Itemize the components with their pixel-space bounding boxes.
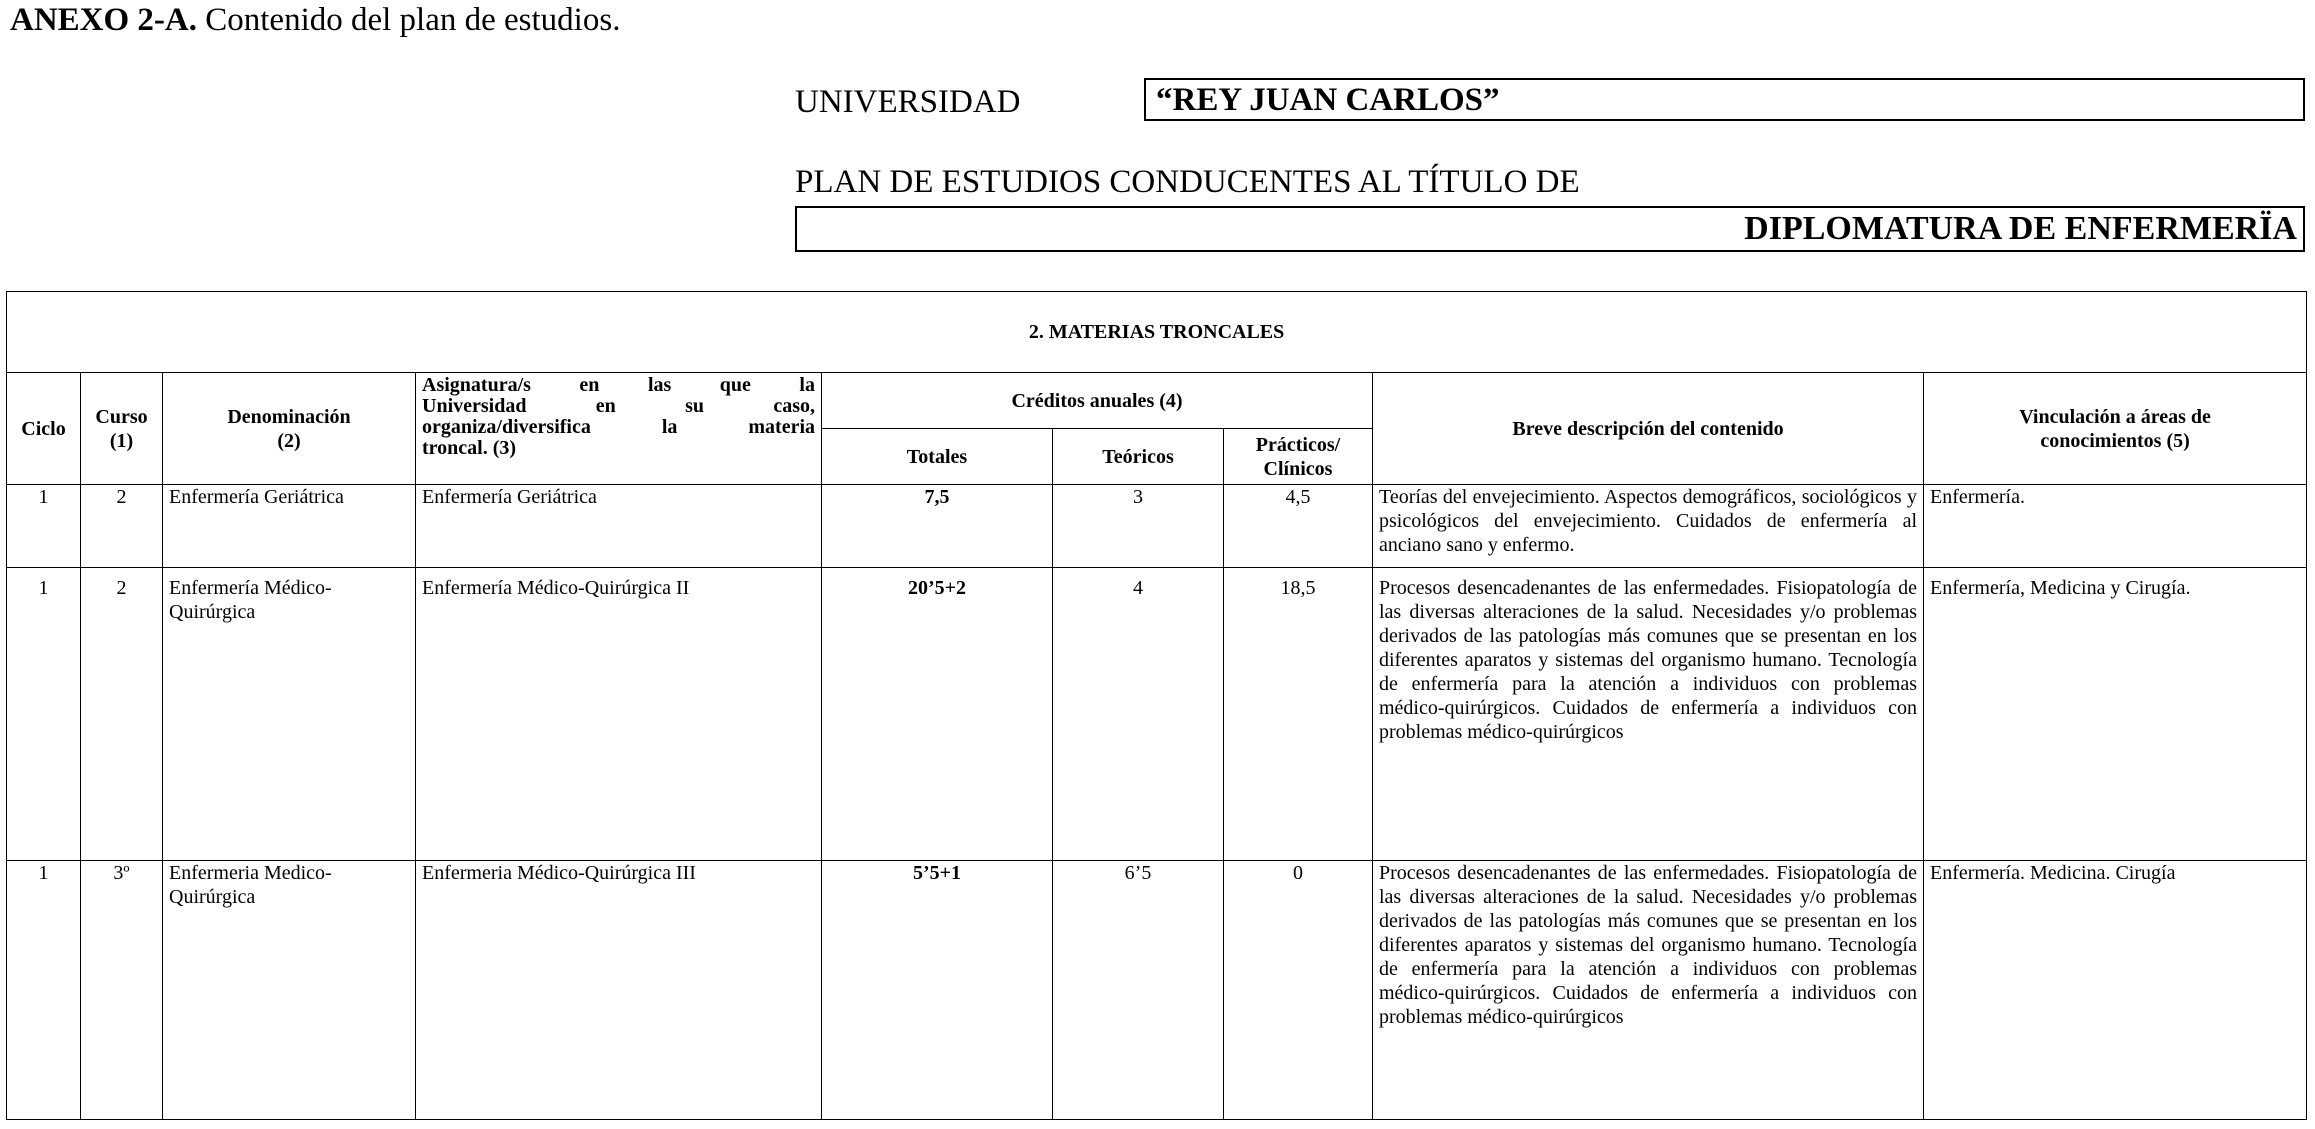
cell-curso: 2 [81, 568, 163, 861]
col-practicos [1224, 429, 1373, 485]
cell-totales: 20’5+2 [822, 568, 1053, 861]
university-name: “REY JUAN CARLOS” [1156, 82, 1500, 118]
cell-teoricos: 4 [1053, 568, 1224, 861]
degree-box [795, 206, 2305, 252]
annex-heading [10, 0, 620, 40]
col-asignatura [416, 373, 822, 485]
col-creditos: Créditos anuales (4) [822, 373, 1373, 429]
cell-practicos: 18,5 [1224, 568, 1373, 861]
col-vinculacion-line2: conocimientos (5) [2040, 429, 2190, 452]
col-ciclo: Ciclo [7, 373, 81, 485]
cell-vinculacion: Enfermería. Medicina. Cirugía [1924, 861, 2307, 1120]
cell-denominacion [163, 568, 416, 861]
col-curso-note: (1) [109, 429, 134, 452]
cell-denominacion [163, 861, 416, 1120]
degree-name: DIPLOMATURA DE ENFERMERÏA [1744, 210, 2297, 247]
university-label: UNIVERSIDAD [795, 84, 1021, 120]
cell-teoricos: 6’5 [1053, 861, 1224, 1120]
col-denominacion-label: Denominación [227, 405, 351, 428]
col-denominacion-note: (2) [277, 429, 301, 452]
col-curso-label: Curso [95, 405, 148, 428]
cell-descripcion: Procesos desencadenantes de las enfermedades. Fisiopatología de las diversas alteraciones de la salud. Necesidades y/o problemas derivados de las patologías más comunes que se presentan en los diferentes aparatos y sistemas del organismo humano. Tecnología de enfermería para la atención a individuos con problemas médico-quirúrgicos. Cuidados de enfermería a individuos con problemas médico-quirúrgicos [1373, 568, 1924, 861]
col-vinculacion [1924, 373, 2307, 485]
col-vinculacion-line1: Vinculación a áreas de [2019, 405, 2211, 428]
col-teoricos: Teóricos [1053, 429, 1224, 485]
cell-totales: 5’5+1 [822, 861, 1053, 1120]
cell-ciclo: 1 [7, 568, 81, 861]
col-practicos-line2: Clínicos [1263, 457, 1333, 480]
cell-denominacion-line1: Enfermeria Medico- [169, 862, 332, 884]
cell-asignatura: Enfermería Médico-Quirúrgica II [416, 568, 822, 861]
cell-asignatura: Enfermeria Médico-Quirúrgica III [416, 861, 822, 1120]
table-title: 2. MATERIAS TRONCALES [7, 292, 2307, 373]
cell-descripcion: Teorías del envejecimiento. Aspectos demográficos, sociológicos y psicológicos del envejecimiento. Cuidados de enfermería al anciano sano y enfermo. [1373, 485, 1924, 568]
cell-denominacion [163, 485, 416, 568]
materias-troncales-table [6, 291, 2307, 1120]
cell-ciclo: 1 [7, 861, 81, 1120]
table-row [7, 861, 2307, 1120]
cell-denominacion-line1: Enfermería Médico- [169, 577, 332, 599]
cell-totales: 7,5 [822, 485, 1053, 568]
col-asignatura-line2: Universidad en su caso, [422, 395, 815, 417]
cell-vinculacion: Enfermería. [1924, 485, 2307, 568]
col-totales: Totales [822, 429, 1053, 485]
cell-asignatura: Enfermería Geriátrica [416, 485, 822, 568]
cell-descripcion: Procesos desencadenantes de las enfermedades. Fisiopatología de las diversas alteraciones de la salud. Necesidades y/o problemas derivados de las patologías más comunes que se presentan en los diferentes aparatos y sistemas del organismo humano. Tecnología de enfermería para la atención a individuos con problemas médico-quirúrgicos. Cuidados de enfermería a individuos con problemas médico-quirúrgicos [1373, 861, 1924, 1120]
table-row [7, 568, 2307, 861]
cell-curso: 2 [81, 485, 163, 568]
plan-label: PLAN DE ESTUDIOS CONDUCENTES AL TÍTULO DE [795, 164, 1580, 200]
col-asignatura-line4: troncal. (3) [422, 437, 517, 459]
cell-denominacion-line2: Quirúrgica [169, 601, 256, 623]
col-descripcion: Breve descripción del contenido [1373, 373, 1924, 485]
cell-practicos: 4,5 [1224, 485, 1373, 568]
cell-denominacion-line2: Quirúrgica [169, 886, 256, 908]
cell-ciclo: 1 [7, 485, 81, 568]
cell-vinculacion: Enfermería, Medicina y Cirugía. [1924, 568, 2307, 861]
col-asignatura-line1: Asignatura/s en las que la [422, 374, 815, 396]
col-asignatura-line3: organiza/diversifica la materia [422, 416, 815, 438]
cell-curso: 3º [81, 861, 163, 1120]
cell-teoricos: 3 [1053, 485, 1224, 568]
col-practicos-line1: Prácticos/ [1255, 433, 1341, 456]
university-box [1144, 78, 2305, 121]
col-denominacion [163, 373, 416, 485]
annex-title: Contenido del plan de estudios. [205, 2, 621, 38]
header-row-1 [7, 373, 2307, 429]
annex-label: ANEXO 2-A. [10, 2, 197, 38]
cell-denominacion-line1: Enfermería Geriátrica [169, 486, 344, 508]
col-curso [81, 373, 163, 485]
table-row [7, 485, 2307, 568]
cell-practicos: 0 [1224, 861, 1373, 1120]
table-title-row [7, 292, 2307, 373]
